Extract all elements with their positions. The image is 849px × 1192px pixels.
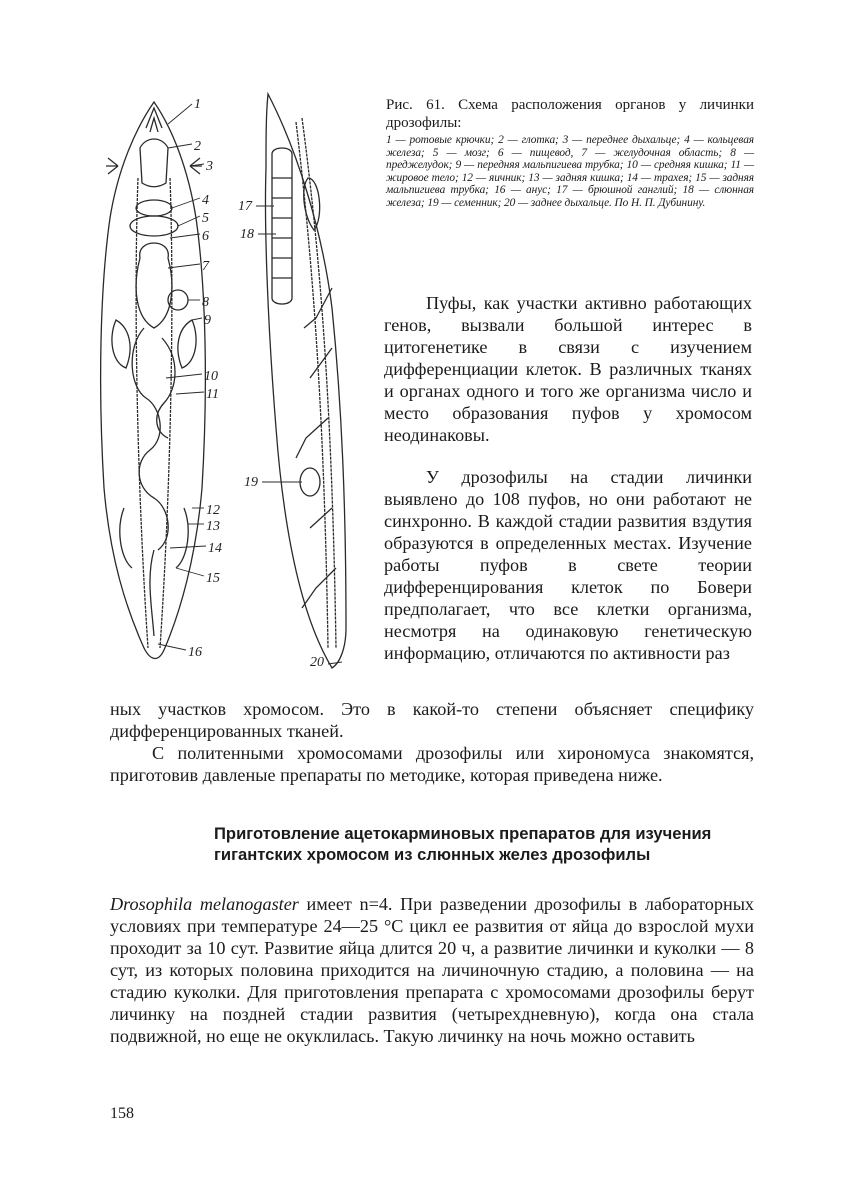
- fig-label-4: 4: [202, 193, 209, 208]
- fig-label-17: 17: [238, 199, 252, 214]
- malpighian-tubule-left: [112, 320, 130, 368]
- fig-label-19: 19: [244, 475, 258, 490]
- fig-label-14: 14: [208, 541, 222, 556]
- fig-label-1: 1: [194, 97, 201, 112]
- pharynx: [140, 139, 168, 187]
- malpighian-tubule-right: [178, 320, 196, 368]
- testis: [300, 468, 320, 496]
- section-body-text: имеет n=4. При разведении дрозофилы в лабораторных условиях при температуре 24—25 °С цикл ее развития от яйца до взрослой мухи проходит за 10 сут. Развитие яйца длится 20 ч, а развитие личинки и куколки — 8 сут, из которых половина приходится на личиночную стадию, а половина — на стадию куколки. Для приготовления препарата с хромосомами дрозофилы берут личинку на поздней стадии развития (четырехдневную), когда она стала подвижной, но еще не окуклилась. Такую личинку на ночь можно оставить: [110, 894, 755, 1046]
- posterior-tubule: [120, 508, 132, 568]
- lateral-larva-outline: [265, 94, 346, 668]
- fig-label-13: 13: [206, 519, 220, 534]
- figure-caption: [386, 96, 754, 209]
- fig-label-12: 12: [206, 503, 220, 518]
- fig-label-15: 15: [206, 571, 220, 586]
- fig-label-16: 16: [188, 645, 202, 660]
- larva-body-outline: [101, 102, 206, 658]
- anterior-spiracle-left: [106, 158, 118, 174]
- fig-label-6: 6: [202, 229, 209, 244]
- midgut: [132, 328, 168, 550]
- fig-label-2: 2: [194, 139, 201, 154]
- gastric-region: [136, 243, 172, 328]
- larva-drawing: [96, 88, 366, 678]
- section-heading: Приготовление ацетокарминовых препаратов для изучения гигантских хромосом из слюнных желез дрозофилы: [214, 824, 712, 864]
- salivary-gland: [272, 148, 292, 304]
- hindgut: [150, 550, 154, 636]
- salivary-gland-cells: [272, 178, 292, 278]
- fig-label-5: 5: [202, 211, 209, 226]
- fig-label-3: 3: [206, 159, 213, 174]
- paragraph-drosophila-puffs: У дрозофилы на стадии личинки выявлено до 108 пуфов, но они работают не синхронно. В каждой стадии развития вздутия образуются в определенных местах. Изучение работы пуфов в свете теории дифференцирования клеток по Бовери предполагает, что все клетки организма, несмотря на одинаковую генетическую информацию, отличаются по активности раз: [384, 467, 752, 663]
- caption-title: Рис. 61. Схема расположения органов у личинки дрозофилы:: [386, 97, 754, 131]
- paragraph-continuation: ных участков хромосом. Это в какой-то степени объясняет специфику дифференцированных тканей.: [110, 699, 754, 741]
- fig-label-18: 18: [240, 227, 254, 242]
- section-body: [110, 893, 754, 1047]
- lateral-trachea-inner: [296, 122, 328, 648]
- fig-label-9: 9: [204, 313, 211, 328]
- fig-label-10: 10: [204, 369, 218, 384]
- fig-label-11: 11: [206, 387, 219, 402]
- paragraph-polytene: С политенными хромосомами дрозофилы или хирономуса знакомятся, приготовив давленые препараты по методике, которая приведена ниже.: [110, 743, 754, 785]
- fig-label-20: 20: [310, 655, 324, 670]
- paragraph-puffs: Пуфы, как участки активно работающих генов, вызвали большой интерес в цитогенетике в связи с изучением дифференциации клеток. В различных тканях и органах одного и того же организма число и место образования пуфов у хромосом неодинаковы.: [384, 293, 752, 445]
- ring-gland: [136, 200, 172, 216]
- fig-label-8: 8: [202, 295, 209, 310]
- species-name: Drosophila melanogaster: [110, 894, 299, 914]
- tracheoles: [296, 288, 336, 608]
- figure-larva-diagram: [96, 88, 366, 678]
- page-number: 158: [110, 1105, 134, 1122]
- posterior-tubule-2: [176, 508, 188, 568]
- caption-legend: 1 — ротовые крючки; 2 — глотка; 3 — переднее дыхальце; 4 — кольцевая железа; 5 — мозг; 6 — пищевод, 7 — желудочная область; 8 — преджелудок; 9 — передняя мальпигиева трубка; 10 — средняя кишка; 11 — жировое тело; 12 — яичник; 13 — задняя кишка; 14 — трахея; 15 — задняя мальпигиева трубка; 16 — анус; 17 — брюшной ганглий; 18 — слюнная железа; 19 — семенник; 20 — заднее дыхальце. По Н. П. Дубинину.: [386, 134, 754, 209]
- fig-label-7: 7: [202, 259, 209, 274]
